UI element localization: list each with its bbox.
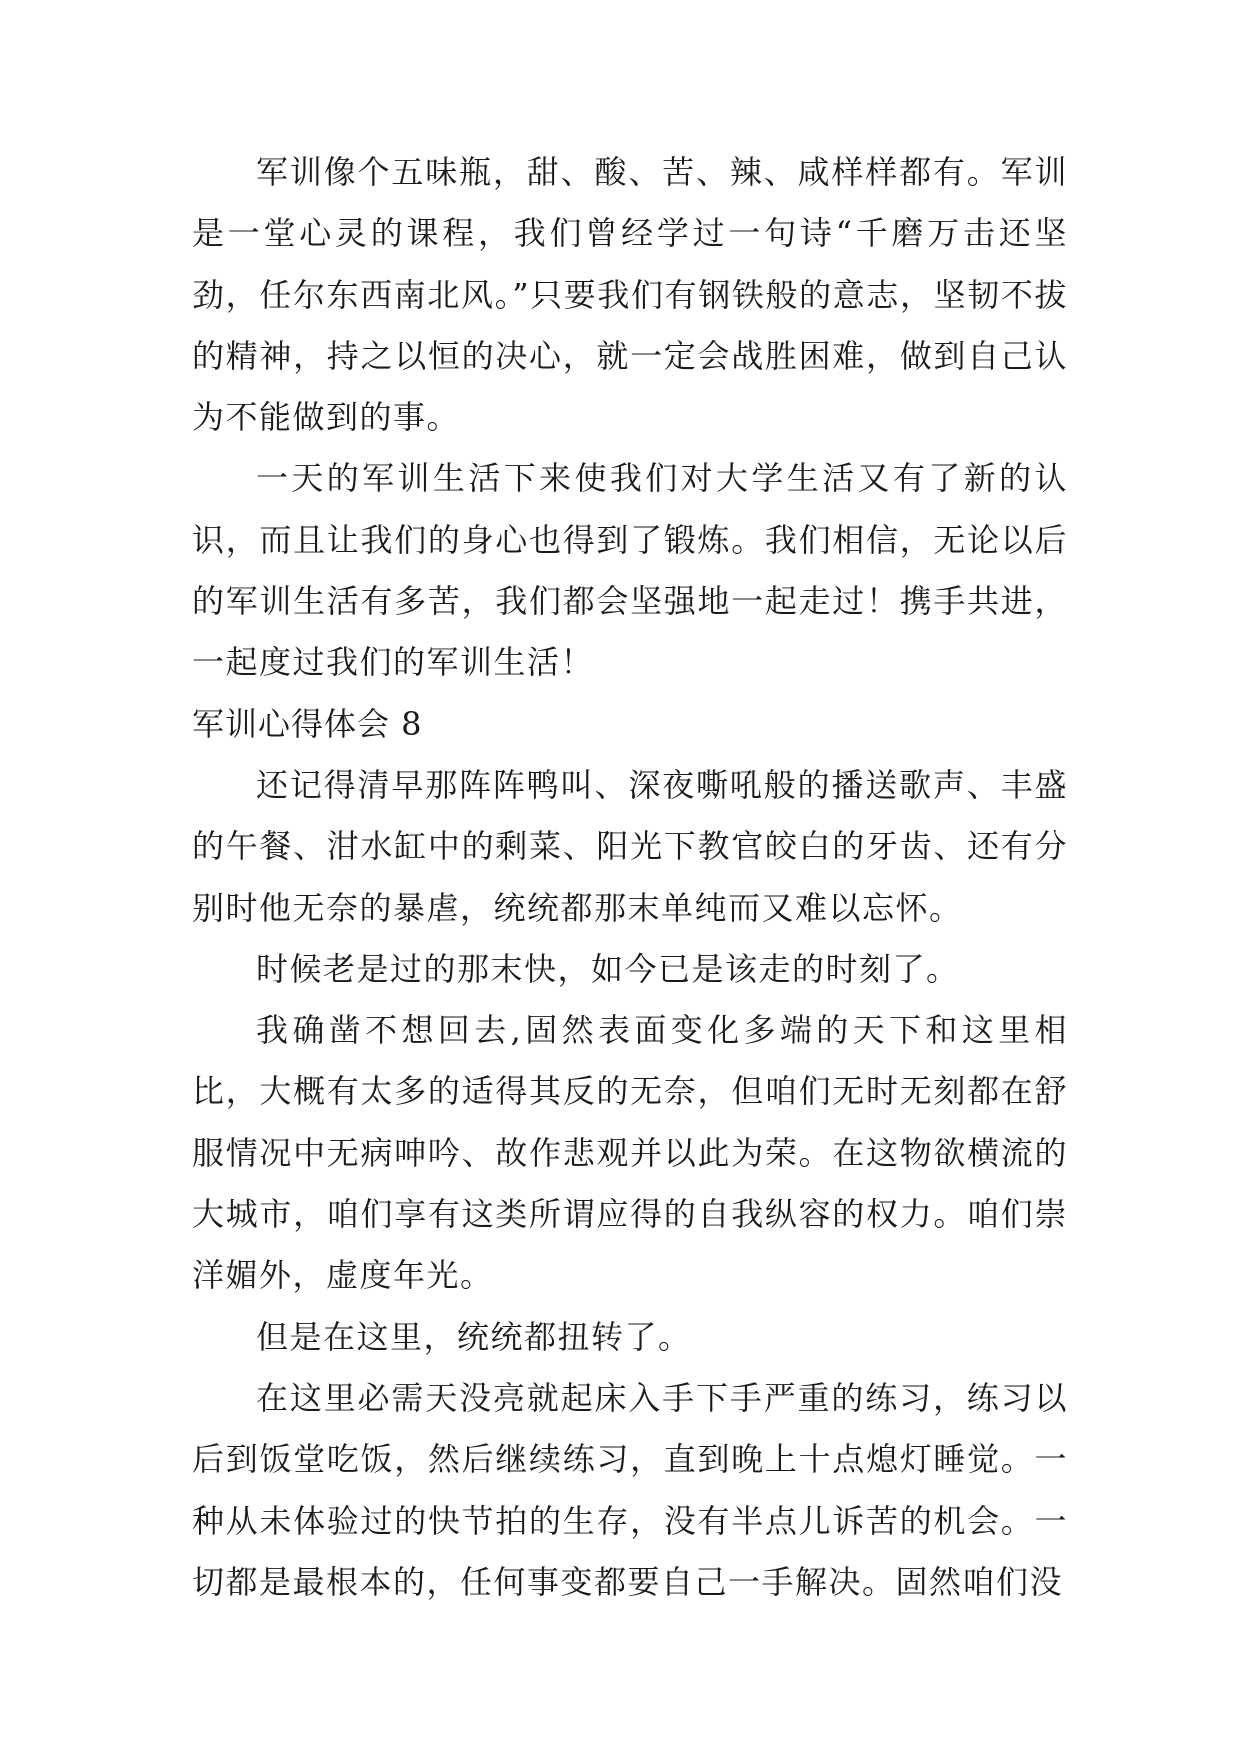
paragraph-daily-routine: 在这里必需天没亮就起床入手下手严重的练习，练习以后到饭堂吃饭，然后继续练习，直到晚上十点熄灯睡觉。一种从未体验过的快节拍的生存，没有半点儿诉苦的机会。一切都是最根本的，任何事变都要自己一手解决。固然咱们没 — [192, 1378, 1068, 1601]
paragraph-memories: 还记得清早那阵阵鸭叫、深夜嘶吼般的播送歌声、丰盛的午餐、泔水缸中的剩菜、阳光下教官皎白的牙齿、还有分别时他无奈的暴虐，统统都那末单纯而又难以忘怀。 — [192, 765, 1068, 927]
paragraph-five-flavors: 军训像个五味瓶，甜、酸、苦、辣、咸样样都有。军训是一堂心灵的课程，我们曾经学过一句诗“千磨万击还坚劲，任尔东西南北风。”只要我们有钢铁般的意志，坚韧不拔的精神，持之以恒的决心，就一定会战胜困难，做到自己认为不能做到的事。 — [192, 153, 1068, 437]
section-heading: 军训心得体会 8 — [192, 704, 423, 743]
document-body — [192, 142, 1068, 1613]
paragraph-time-to-leave: 时候老是过的那末快，如今已是该走的时刻了。 — [256, 949, 960, 988]
paragraph-city-life: 我确凿不想回去,固然表面变化多端的天下和这里相比，大概有太多的适得其反的无奈，但咱们无时无刻都在舒服情况中无病呻吟、故作悲观并以此为荣。在这物欲横流的大城市，咱们享有这类所谓应得的自我纵容的权力。咱们崇洋媚外，虚度年光。 — [192, 1011, 1068, 1295]
paragraph-everything-changed: 但是在这里，统统都扭转了。 — [256, 1317, 692, 1356]
paragraph-one-day-training: 一天的军训生活下来使我们对大学生活又有了新的认识，而且让我们的身心也得到了锻炼。我们相信，无论以后的军训生活有多苦，我们都会坚强地一起走过！携手共进，一起度过我们的军训生活！ — [192, 459, 1068, 682]
